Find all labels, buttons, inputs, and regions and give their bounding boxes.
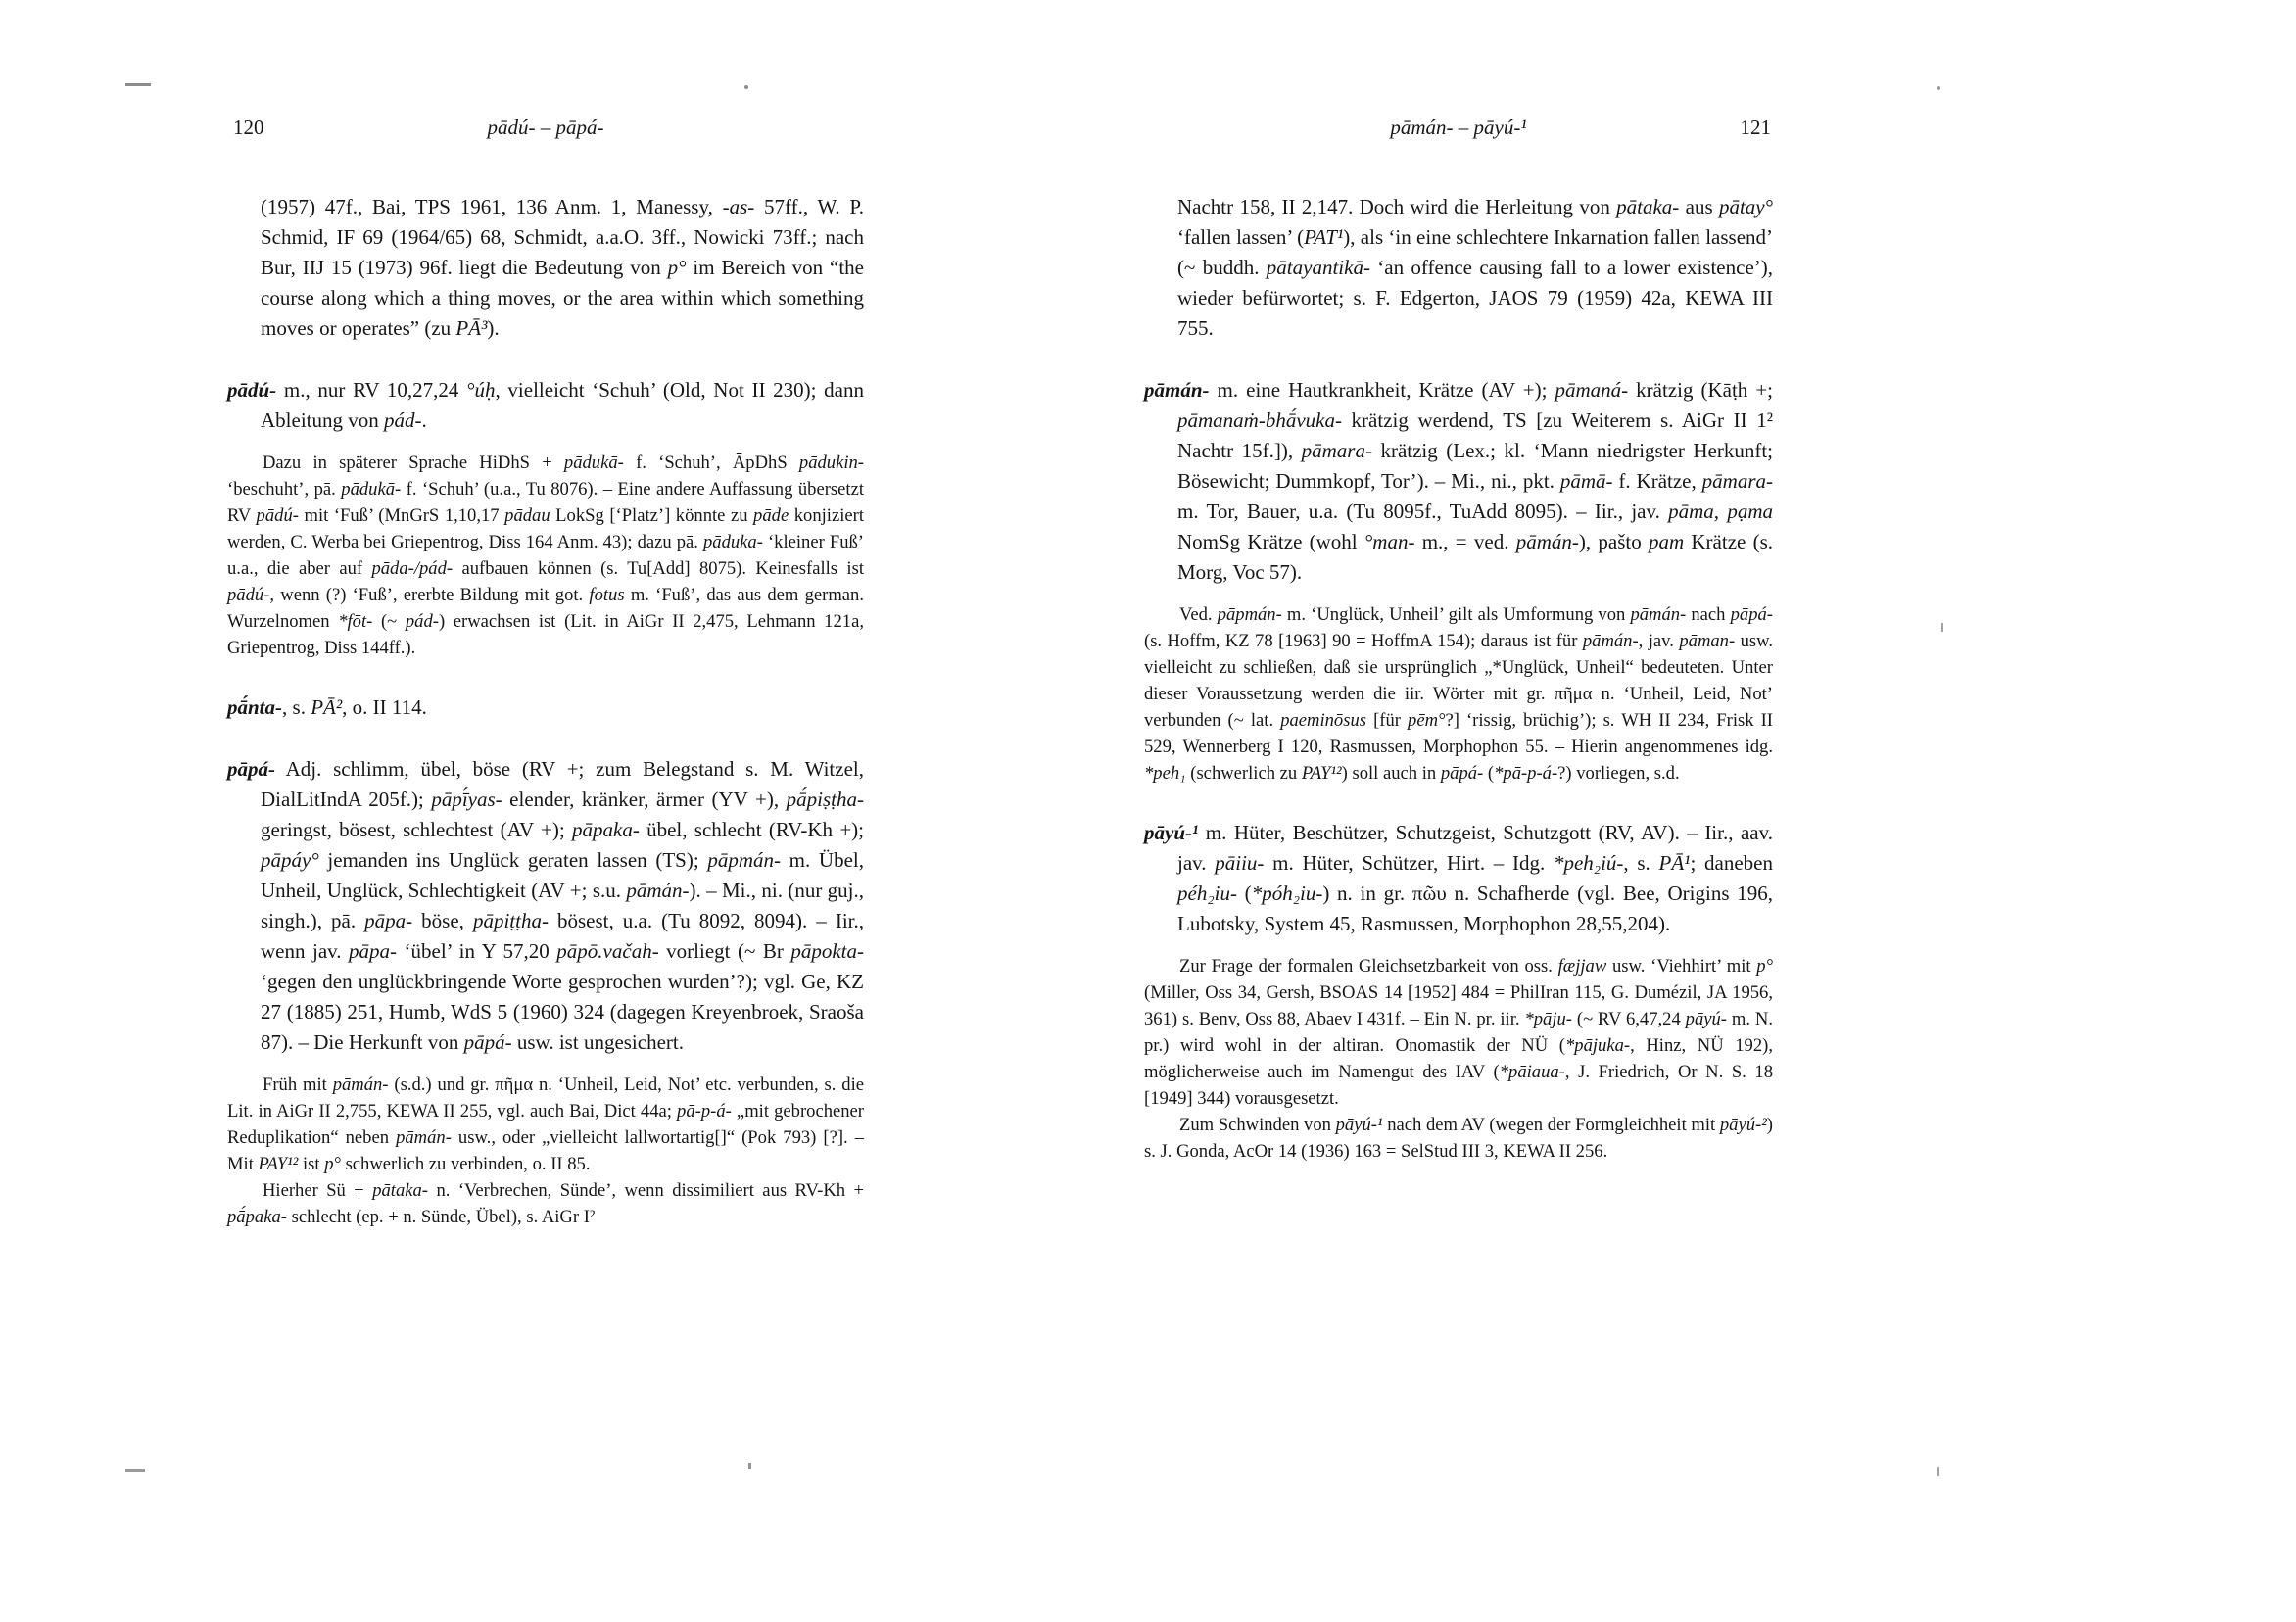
entry-padu: pādú- m., nur RV 10,27,24 °úḥ, vielleicht ‘Schuh’ (Old, Not II 230); dann Ableitung von pád-.	[227, 378, 864, 432]
note-payu-2: Zum Schwinden von pāyú-¹ nach dem AV (wegen der Formgleichheit mit pāyú-²) s. J. Gonda, AcOr 14 (1936) 163 = SelStud III 3, KEWA II 256.	[1144, 1115, 1773, 1162]
running-title-right: pāmán- – pāyú-¹	[1390, 116, 1527, 139]
continuation-paragraph: (1957) 47f., Bai, TPS 1961, 136 Anm. 1, Manessy, -as- 57ff., W. P. Schmid, IF 69 (1964/65) 68, Schmidt, a.a.O. 3ff., Nowicki 73ff.; nach Bur, IIJ 15 (1973) 96f. liegt die Bedeutung von p° im Bereich von “the course along which a thing moves, or the area within which something moves or operates” (zu PĀ³).	[261, 195, 864, 340]
note-paman: Ved. pāpmán- m. ‘Unglück, Unheil’ gilt als Umformung von pāmán- nach pāpá- (s. Hoffm, KZ 78 [1963] 90 = HoffmA 154); daraus ist für pāmán-, jav. pāman- usw. vielleicht zu schließen, daß sie ursprünglich „*Unglück, Unheil“ bedeuteten. Unter dieser Voraussetzung werden die iir. Wörter mit gr. πῆμα n. ‘Unheil, Leid, Not’ verbunden (~ lat. paeminōsus [für pēm°?] ‘rissig, brüchig’); s. WH II 234, Frisk II 529, Wennerberg I 120, Rasmussen, Morphophon 55. – Hierin angenommenes idg. *peh₁ (schwerlich zu PAY¹²) soll auch in pāpá- (*pā-p-á-?) vorliegen, s.d.	[1144, 604, 1773, 784]
page-right	[1144, 116, 1773, 1165]
note-papa-1: Früh mit pāmán- (s.d.) und gr. πῆμα n. ‘Unheil, Leid, Not’ etc. verbunden, s. die Lit. in AiGr II 2,755, KEWA II 255, vgl. auch Bai, Dict 44a; pā-p-á- „mit gebrochener Reduplikation“ neben pāmán- usw., oder „vielleicht lallwortartig[]“ (Pok 793) [?]. – Mit PAY¹² ist p° schwerlich zu verbinden, o. II 85.	[227, 1074, 864, 1174]
page-left-body	[227, 192, 864, 1230]
scan-artifact-tick-bottom-right	[1937, 1467, 1939, 1476]
scan-artifact-tick-right-middle	[1941, 623, 1943, 632]
running-title-left: pādú- – pāpá-	[487, 116, 604, 139]
note-payu-1: Zur Frage der formalen Gleichsetzbarkeit von oss. fæjjaw usw. ‘Viehhirt’ mit p° (Miller, Oss 34, Gersh, BSOAS 14 [1952] 484 = PhilIran 115, G. Dumézil, JA 1956, 361) s. Benv, Oss 88, Abaev I 431f. – Ein N. pr. iir. *pāju- (~ RV 6,47,24 pāyú- m. N. pr.) wird wohl in der altiran. Onomastik der NÜ (*pājuka-, Hinz, NÜ 192), möglicherweise auch im Namengut des IAV (*pāiaua-, J. Friedrich, Or N. S. 18 [1949] 344) vorausgesetzt.	[1144, 956, 1773, 1109]
page-number-left: 120	[233, 116, 264, 139]
scan-artifact-dot-bottom-center	[748, 1463, 751, 1469]
entry-papa: pāpá- Adj. schlimm, übel, böse (RV +; zum Belegstand s. M. Witzel, DialLitIndA 205f.); pāpī́yas- elender, kränker, ärmer (YV +), pā́piṣṭha- geringst, bösest, schlechtest (AV +); pāpaka- übel, schlecht (RV-Kh +); pāpáy° jemanden ins Unglück geraten lassen (TS); pāpmán- m. Übel, Unheil, Unglück, Schlechtigkeit (AV +; s.u. pāmán-). – Mi., ni. (nur guj., singh.), pā. pāpa- böse, pāpiṭṭha- bösest, u.a. (Tu 8092, 8094). – Iir., wenn jav. pāpa- ‘übel’ in Y 57,20 pāpō.vačah- vorliegt (~ Br pāpokta- ‘gegen den unglückbringende Worte gesprochen wurden’?); vgl. Ge, KZ 27 (1885) 251, Humb, WdS 5 (1960) 324 (dagegen Kreyenbroek, Sraoša 87). – Die Herkunft von pāpá- usw. ist ungesichert.	[227, 757, 865, 1054]
continuation-paragraph: Nachtr 158, II 2,147. Doch wird die Herleitung von pātaka- aus pātay° ‘fallen lassen’ (PAT¹), als ‘in eine schlechtere Inkarnation fallen lassend’ (~ buddh. pātayantikā- ‘an offence causing fall to a lower existence’), wieder befürwortet; s. F. Edgerton, JAOS 79 (1959) 42a, KEWA III 755.	[1177, 195, 1774, 340]
page-left	[227, 116, 864, 1230]
scan-artifact-dash-bottom-left	[125, 1469, 145, 1472]
entry-paman: pāmán- m. eine Hautkrankheit, Krätze (AV +); pāmaná- krätzig (Kāṭh +; pāmanaṁ-bhā́vuka- krätzig werdend, TS [zu Weiterem s. AiGr II 1² Nachtr 15f.]), pāmara- krätzig (Lex.; kl. ‘Mann niedrigster Herkunft; Bösewicht; Dummkopf, Tor’). – Mi., ni., pkt. pāmā- f. Krätze, pāmara- m. Tor, Bauer, u.a. (Tu 8095f., TuAdd 8095). – Iir., jav. pāma, pạma NomSg Krätze (wohl °man- m., = ved. pāmán-), pašto pam Krätze (s. Morg, Voc 57).	[1144, 378, 1774, 584]
entry-panta: pā́nta-, s. PĀ², o. II 114.	[227, 695, 427, 719]
scan-artifact-dot-top-center	[744, 85, 748, 89]
page-left-header	[227, 116, 864, 149]
page-right-body	[1144, 192, 1773, 1165]
entry-payu: pāyú-¹ m. Hüter, Beschützer, Schutzgeist, Schutzgott (RV, AV). – Iir., aav. jav. pāiiu- m. Hüter, Schützer, Hirt. – Idg. *peh₂iú-, s. PĀ¹; daneben péh₂iu- (*póh₂iu-) n. in gr. πῶυ n. Schafherde (vgl. Bee, Origins 196, Lubotsky, System 45, Rasmussen, Morphophon 28,55,204).	[1144, 821, 1773, 935]
note-padu: Dazu in späterer Sprache HiDhS + pādukā- f. ‘Schuh’, ĀpDhS pādukin- ‘beschuht’, pā. pādukā- f. ‘Schuh’ (u.a., Tu 8076). – Eine andere Auffassung übersetzt RV pādú- mit ‘Fuß’ (MnGrS 1,10,17 pādau LokSg [‘Platz’] könnte zu pāde konjiziert werden, C. Werba bei Griepentrog, Diss 164 Anm. 43); dazu pā. pāduka- ‘kleiner Fuß’ u.a., die aber auf pāda-/pád- aufbauen können (s. Tu[Add] 8075). Keinesfalls ist pādú-, wenn (?) ‘Fuß’, ererbte Bildung mit got. fotus m. ‘Fuß’, das aus dem german. Wurzelnomen *fōt- (~ pád-) erwachsen ist (Lit. in AiGr II 2,475, Lehmann 121a, Griepentrog, Diss 144ff.).	[227, 453, 864, 658]
page-number-right: 121	[1740, 116, 1771, 139]
note-papa-2: Hierher Sü + pātaka- n. ‘Verbrechen, Sünde’, wenn dissimiliert aus RV-Kh + pā́paka- schlecht (ep. + n. Sünde, Übel), s. AiGr I²	[227, 1180, 864, 1227]
page-right-header	[1144, 116, 1773, 149]
scan-artifact-dash-top-left	[125, 83, 151, 86]
scan-artifact-dot-top-right	[1937, 86, 1940, 90]
